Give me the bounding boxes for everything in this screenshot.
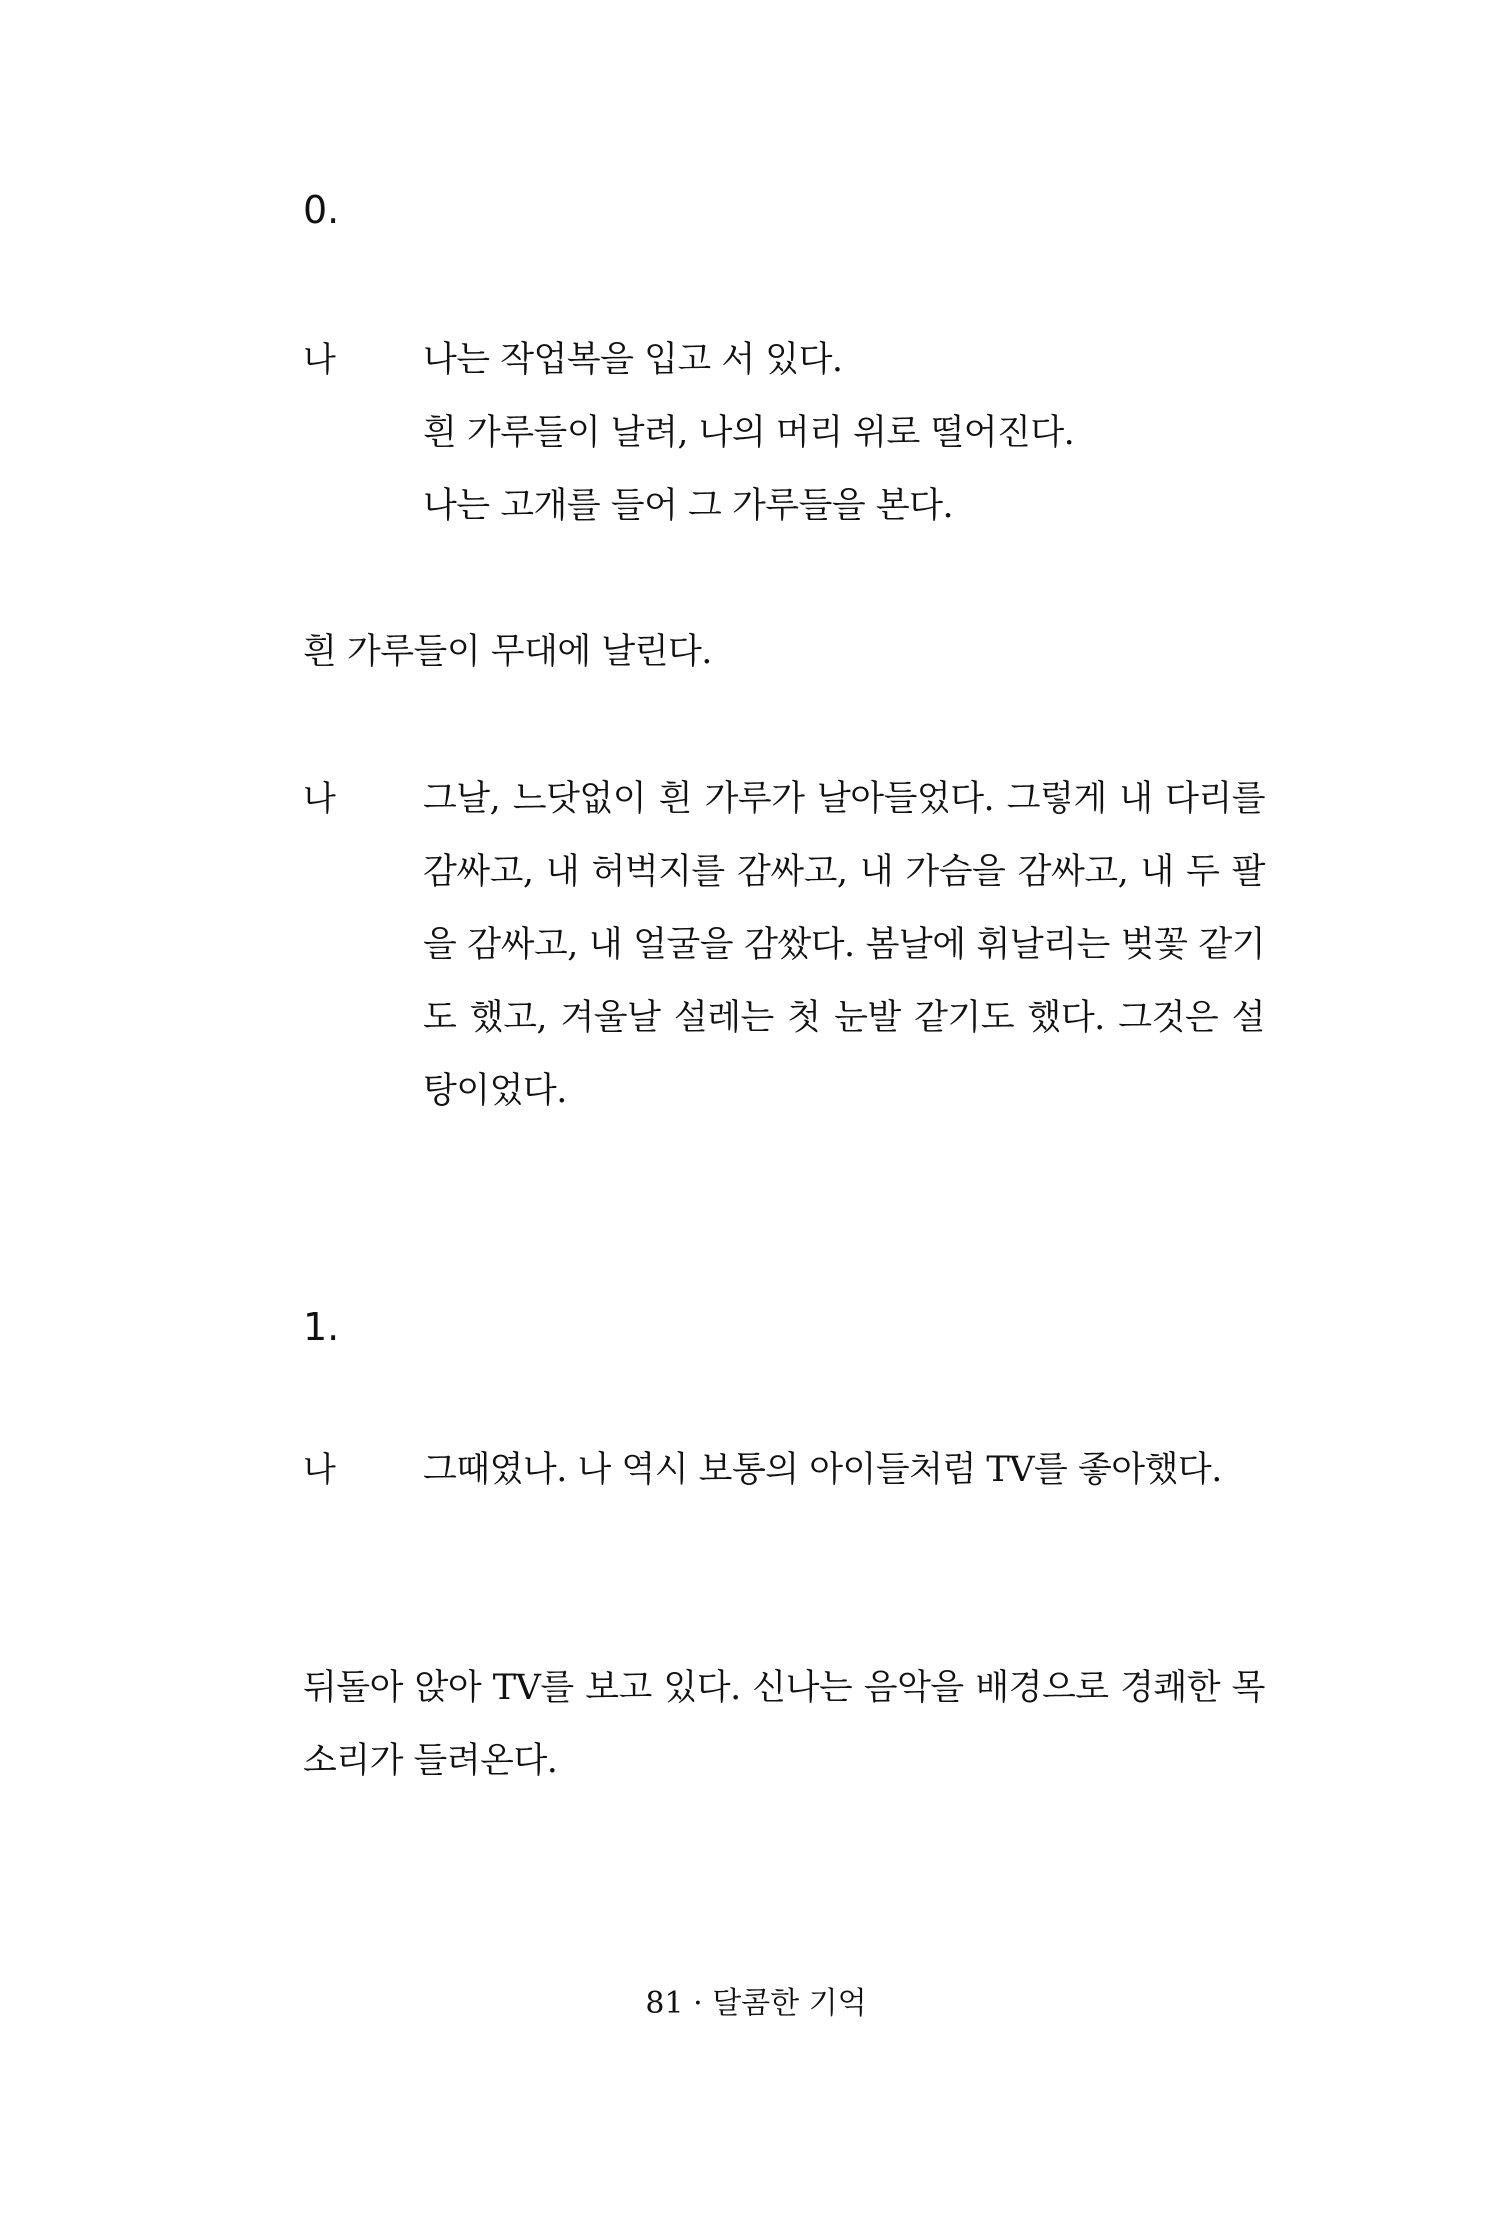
- dialogue-line: 나는 고개를 들어 그 가루들을 본다.: [423, 486, 954, 526]
- dialogue-line: 나는 작업복을 입고 서 있다.: [423, 340, 843, 380]
- dialogue-block-2: [303, 763, 1265, 1128]
- speaker-label: 나: [303, 1450, 336, 1490]
- footer-separator: ·: [693, 1986, 703, 2021]
- dialogue-text: [423, 324, 1265, 543]
- dialogue-block-3: [303, 1434, 1265, 1507]
- stage-direction-1: 흰 가루들이 무대에 날린다.: [303, 632, 712, 672]
- stage-direction-2: 뒤돌아 앉아 TV를 보고 있다. 신나는 음악을 배경으로 경쾌한 목소리가 들려온다.: [303, 1668, 1265, 1781]
- book-title: 달콤한 기억: [712, 1986, 867, 2021]
- section-number-0: 0.: [303, 188, 340, 232]
- dialogue-line: 흰 가루들이 날려, 나의 머리 위로 떨어진다.: [423, 413, 1075, 453]
- dialogue-text: 그때였나. 나 역시 보통의 아이들처럼 TV를 좋아했다.: [423, 1450, 1222, 1490]
- dialogue-text: 그날, 느닷없이 흰 가루가 날아들었다. 그렇게 내 다리를 감싸고, 내 허벅지를 감싸고, 내 가슴을 감싸고, 내 두 팔을 감싸고, 내 얼굴을 감쌌다. 봄날에 휘날리는 벚꽃 같기도 했고, 겨울날 설레는 첫 눈발 같기도 했다. 그것은 설탕이었다.: [423, 779, 1265, 1111]
- section-number-1: 1.: [303, 1305, 340, 1349]
- dialogue-block-1: [303, 324, 1265, 543]
- speaker-label: 나: [303, 340, 336, 380]
- speaker-label: 나: [303, 779, 336, 819]
- page-footer: [0, 1984, 1512, 2024]
- page-number: 81: [645, 1986, 684, 2021]
